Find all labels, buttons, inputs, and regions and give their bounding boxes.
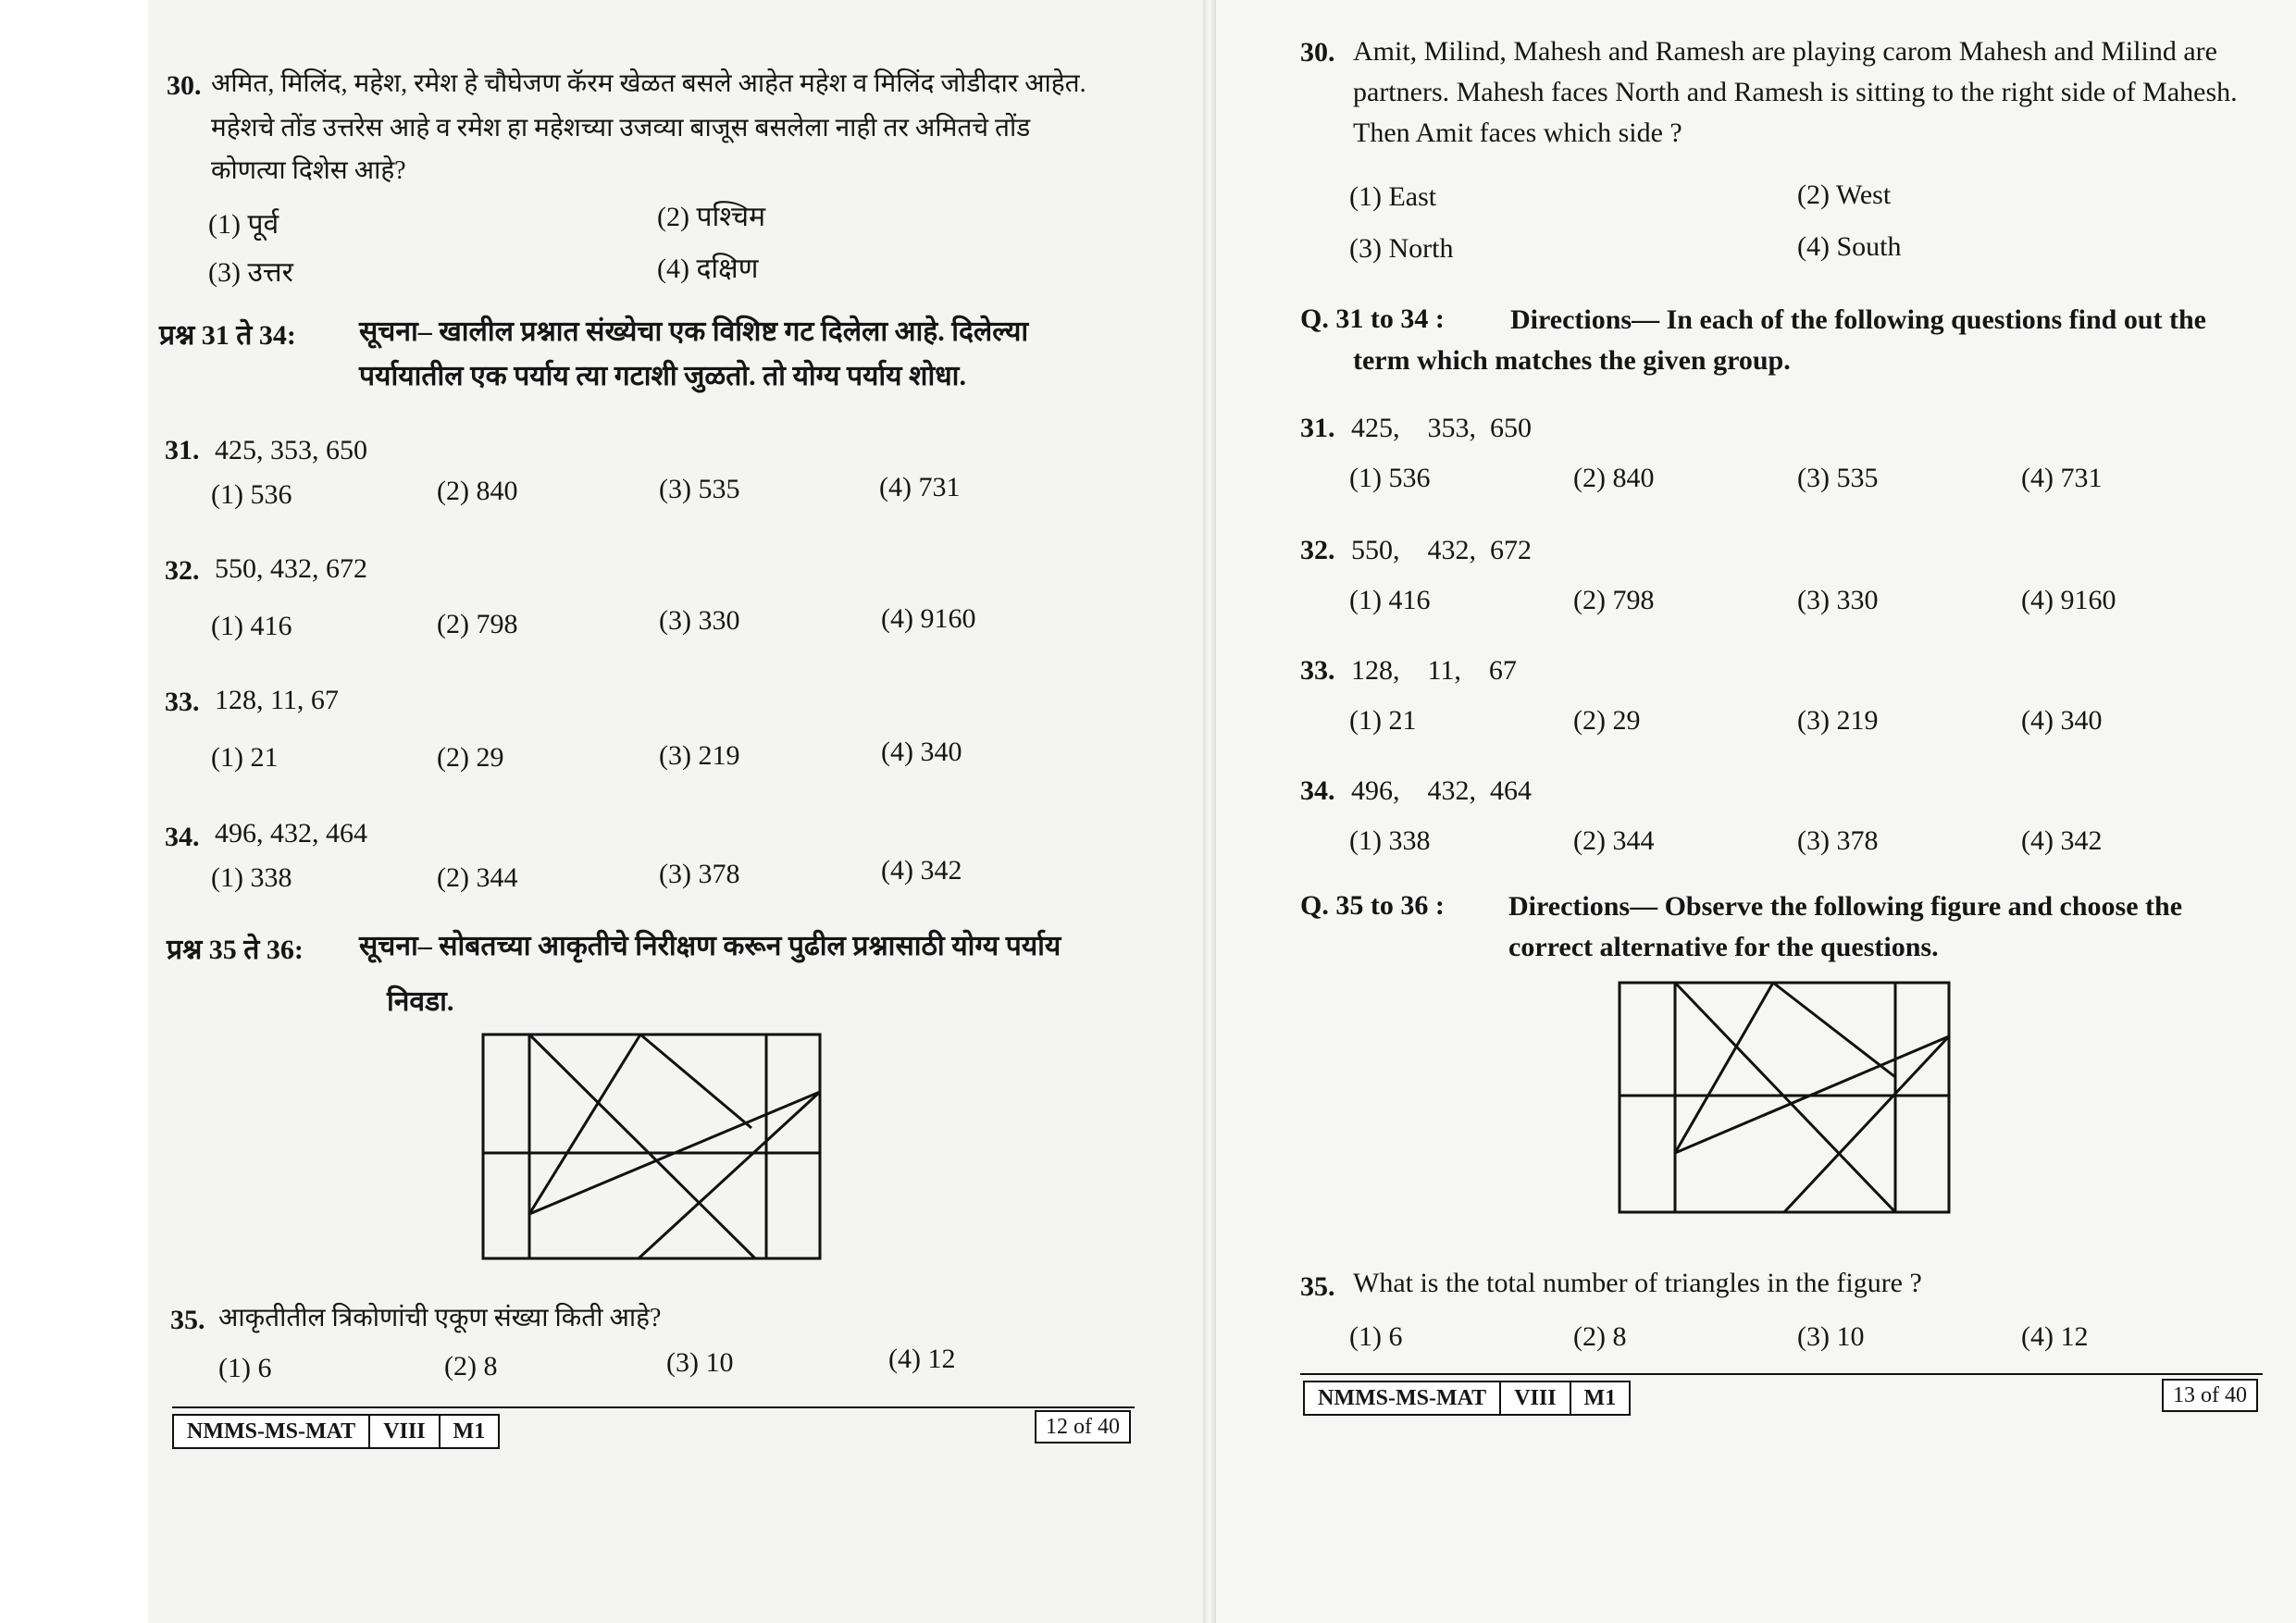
left-q32-option-3[interactable]: (3) 330	[659, 605, 740, 636]
right-q31-option-4[interactable]: (4) 731	[2021, 463, 2103, 493]
left-footer-std: VIII	[370, 1416, 440, 1447]
right-q30-option-3[interactable]: (3) North	[1349, 233, 1454, 264]
right-q34-option-4[interactable]: (4) 342	[2021, 825, 2103, 856]
left-q30-option-3[interactable]: (3) उत्तर	[208, 257, 293, 288]
left-q32-option-1[interactable]: (1) 416	[211, 611, 292, 641]
right-q31-option-3[interactable]: (3) 535	[1797, 463, 1879, 493]
right-footer-code: NMMS-MS-MAT	[1305, 1382, 1501, 1414]
left-q34-option-4[interactable]: (4) 342	[881, 855, 962, 886]
right-footer-std: VIII	[1501, 1382, 1570, 1414]
left-q32-option-4[interactable]: (4) 9160	[881, 603, 976, 634]
right-q31-text: 425, 353, 650	[1351, 413, 1532, 443]
right-footer-set: M1	[1583, 1386, 1617, 1410]
right-dir35-label: Q. 35 to 36 :	[1300, 890, 1445, 921]
left-dir31-line2: पर्यायातील एक पर्याय त्या गटाशी जुळतो. तो योग्य पर्याय शोधा.	[359, 361, 966, 391]
right-q33-option-4[interactable]: (4) 340	[2021, 705, 2103, 736]
right-dir31-label: Q. 31 to 34 :	[1300, 304, 1445, 334]
left-q35-option-4[interactable]: (4) 12	[888, 1344, 956, 1374]
left-q34-option-2[interactable]: (2) 344	[437, 862, 518, 893]
right-q35-option-3[interactable]: (3) 10	[1797, 1321, 1865, 1352]
left-q33-option-4[interactable]: (4) 340	[881, 737, 962, 767]
left-dir31-label: प्रश्न 31 ते 34:	[159, 320, 296, 351]
right-dir35-text: Directions— Observe the following figure and choose the correct alternative for the questions.	[1508, 891, 2183, 962]
left-page	[148, 0, 1212, 1623]
right-q32-option-2[interactable]: (2) 798	[1573, 585, 1655, 615]
left-q32-number: 32.	[165, 555, 200, 586]
right-q32-number: 32.	[1300, 535, 1335, 565]
left-q31-option-4[interactable]: (4) 731	[879, 472, 961, 502]
book-crease	[1203, 0, 1216, 1623]
right-q32-option-1[interactable]: (1) 416	[1349, 585, 1431, 615]
right-q32-text: 550, 432, 672	[1351, 535, 1532, 565]
left-q34-option-1[interactable]: (1) 338	[211, 862, 292, 893]
left-q30-line1: अमित, मिलिंद, महेश, रमेश हे चौघेजण कॅरम खेळत बसले आहेत महेश व मिलिंद जोडीदार आहेत.	[211, 69, 1086, 98]
left-q30-line2: महेशचे तोंड उत्तरेस आहे व रमेश हा महेशच्या उजव्या बाजूस बसलेला नाही तर अमितचे तोंड	[211, 114, 1031, 142]
left-q31-option-2[interactable]: (2) 840	[437, 476, 518, 506]
right-q32-option-4[interactable]: (4) 9160	[2021, 585, 2116, 615]
right-q33-option-3[interactable]: (3) 219	[1797, 705, 1879, 736]
right-q33-option-2[interactable]: (2) 29	[1573, 705, 1641, 736]
left-triangle-figure	[481, 1033, 822, 1260]
left-q35-number: 35.	[170, 1305, 205, 1335]
left-q35-option-2[interactable]: (2) 8	[444, 1351, 498, 1381]
right-q30-option-4[interactable]: (4) South	[1797, 231, 1902, 262]
right-q34-number: 34.	[1300, 775, 1335, 806]
left-footer-rule	[172, 1406, 1135, 1408]
right-q30-text: Amit, Milind, Mahesh and Ramesh are playing carom Mahesh and Milind are partners. Mahesh faces North and Ramesh is sitting to the right side of Mahesh. Then Amit faces which side ?	[1353, 36, 2238, 148]
left-q30-number: 30.	[167, 70, 202, 101]
right-footer-code-box	[1303, 1381, 1631, 1416]
right-q32-option-3[interactable]: (3) 330	[1797, 585, 1879, 615]
right-q35-text: What is the total number of triangles in the figure ?	[1353, 1268, 1922, 1298]
left-q32-option-2[interactable]: (2) 798	[437, 609, 518, 639]
left-q31-number: 31.	[165, 435, 200, 465]
right-q33-option-1[interactable]: (1) 21	[1349, 705, 1417, 736]
left-q35-option-3[interactable]: (3) 10	[666, 1347, 734, 1378]
left-q30-line3: कोणत्या दिशेस आहे?	[211, 156, 406, 185]
right-q30-option-1[interactable]: (1) East	[1349, 181, 1437, 212]
left-q34-option-3[interactable]: (3) 378	[659, 859, 740, 889]
right-q34-text: 496, 432, 464	[1351, 775, 1532, 806]
left-q34-text: 496, 432, 464	[215, 818, 367, 849]
left-q33-text: 128, 11, 67	[215, 685, 339, 715]
right-q34-option-3[interactable]: (3) 378	[1797, 825, 1879, 856]
left-dir35-line1: सूचना– सोबतच्या आकृतीचे निरीक्षण करून पुढील प्रश्नासाठी योग्य पर्याय	[359, 931, 1061, 961]
right-triangle-figure	[1618, 981, 1951, 1214]
left-dir31-line1: सूचना– खालील प्रश्नात संख्येचा एक विशिष्ट गट दिलेला आहे. दिलेल्या	[359, 316, 1029, 347]
left-dir35-label: प्रश्न 35 ते 36:	[167, 935, 304, 965]
right-q31-option-2[interactable]: (2) 840	[1573, 463, 1655, 493]
right-page-number: 13 of 40	[2162, 1379, 2258, 1412]
left-q30-option-2[interactable]: (2) पश्चिम	[657, 202, 766, 232]
right-q35-number: 35.	[1300, 1271, 1335, 1302]
left-q31-option-1[interactable]: (1) 536	[211, 479, 292, 510]
left-footer-code: NMMS-MS-MAT	[174, 1416, 370, 1447]
left-q35-option-1[interactable]: (1) 6	[218, 1353, 272, 1383]
left-footer-code-box	[172, 1414, 500, 1449]
left-dir35-line2: निवडा.	[387, 986, 454, 1017]
left-q33-option-3[interactable]: (3) 219	[659, 740, 740, 771]
left-q33-option-2[interactable]: (2) 29	[437, 742, 504, 773]
right-q33-number: 33.	[1300, 655, 1335, 686]
right-q34-option-1[interactable]: (1) 338	[1349, 825, 1431, 856]
right-footer-rule	[1300, 1373, 2263, 1375]
left-footer-set: M1	[453, 1419, 486, 1443]
left-page-number: 12 of 40	[1035, 1410, 1131, 1443]
right-q30-number: 30.	[1300, 37, 1335, 68]
left-q32-text: 550, 432, 672	[215, 553, 367, 584]
left-q33-number: 33.	[165, 687, 200, 717]
right-q33-text: 128, 11, 67	[1351, 655, 1517, 686]
left-q34-number: 34.	[165, 822, 200, 852]
right-q34-option-2[interactable]: (2) 344	[1573, 825, 1655, 856]
left-q30-option-1[interactable]: (1) पूर्व	[208, 209, 279, 240]
left-q35-text: आकृतीतील त्रिकोणांची एकूण संख्या किती आहे?	[218, 1304, 662, 1332]
right-dir31-text: Directions— In each of the following questions find out the term which matches the given group.	[1353, 304, 2206, 376]
right-q31-number: 31.	[1300, 413, 1335, 443]
right-q35-option-4[interactable]: (4) 12	[2021, 1321, 2089, 1352]
left-q33-option-1[interactable]: (1) 21	[211, 742, 279, 773]
right-q31-option-1[interactable]: (1) 536	[1349, 463, 1431, 493]
left-q31-text: 425, 353, 650	[215, 435, 367, 465]
right-q30-option-2[interactable]: (2) West	[1797, 180, 1892, 210]
right-q35-option-2[interactable]: (2) 8	[1573, 1321, 1627, 1352]
right-q35-option-1[interactable]: (1) 6	[1349, 1321, 1403, 1352]
left-q31-option-3[interactable]: (3) 535	[659, 474, 740, 504]
left-q30-option-4[interactable]: (4) दक्षिण	[657, 254, 759, 284]
